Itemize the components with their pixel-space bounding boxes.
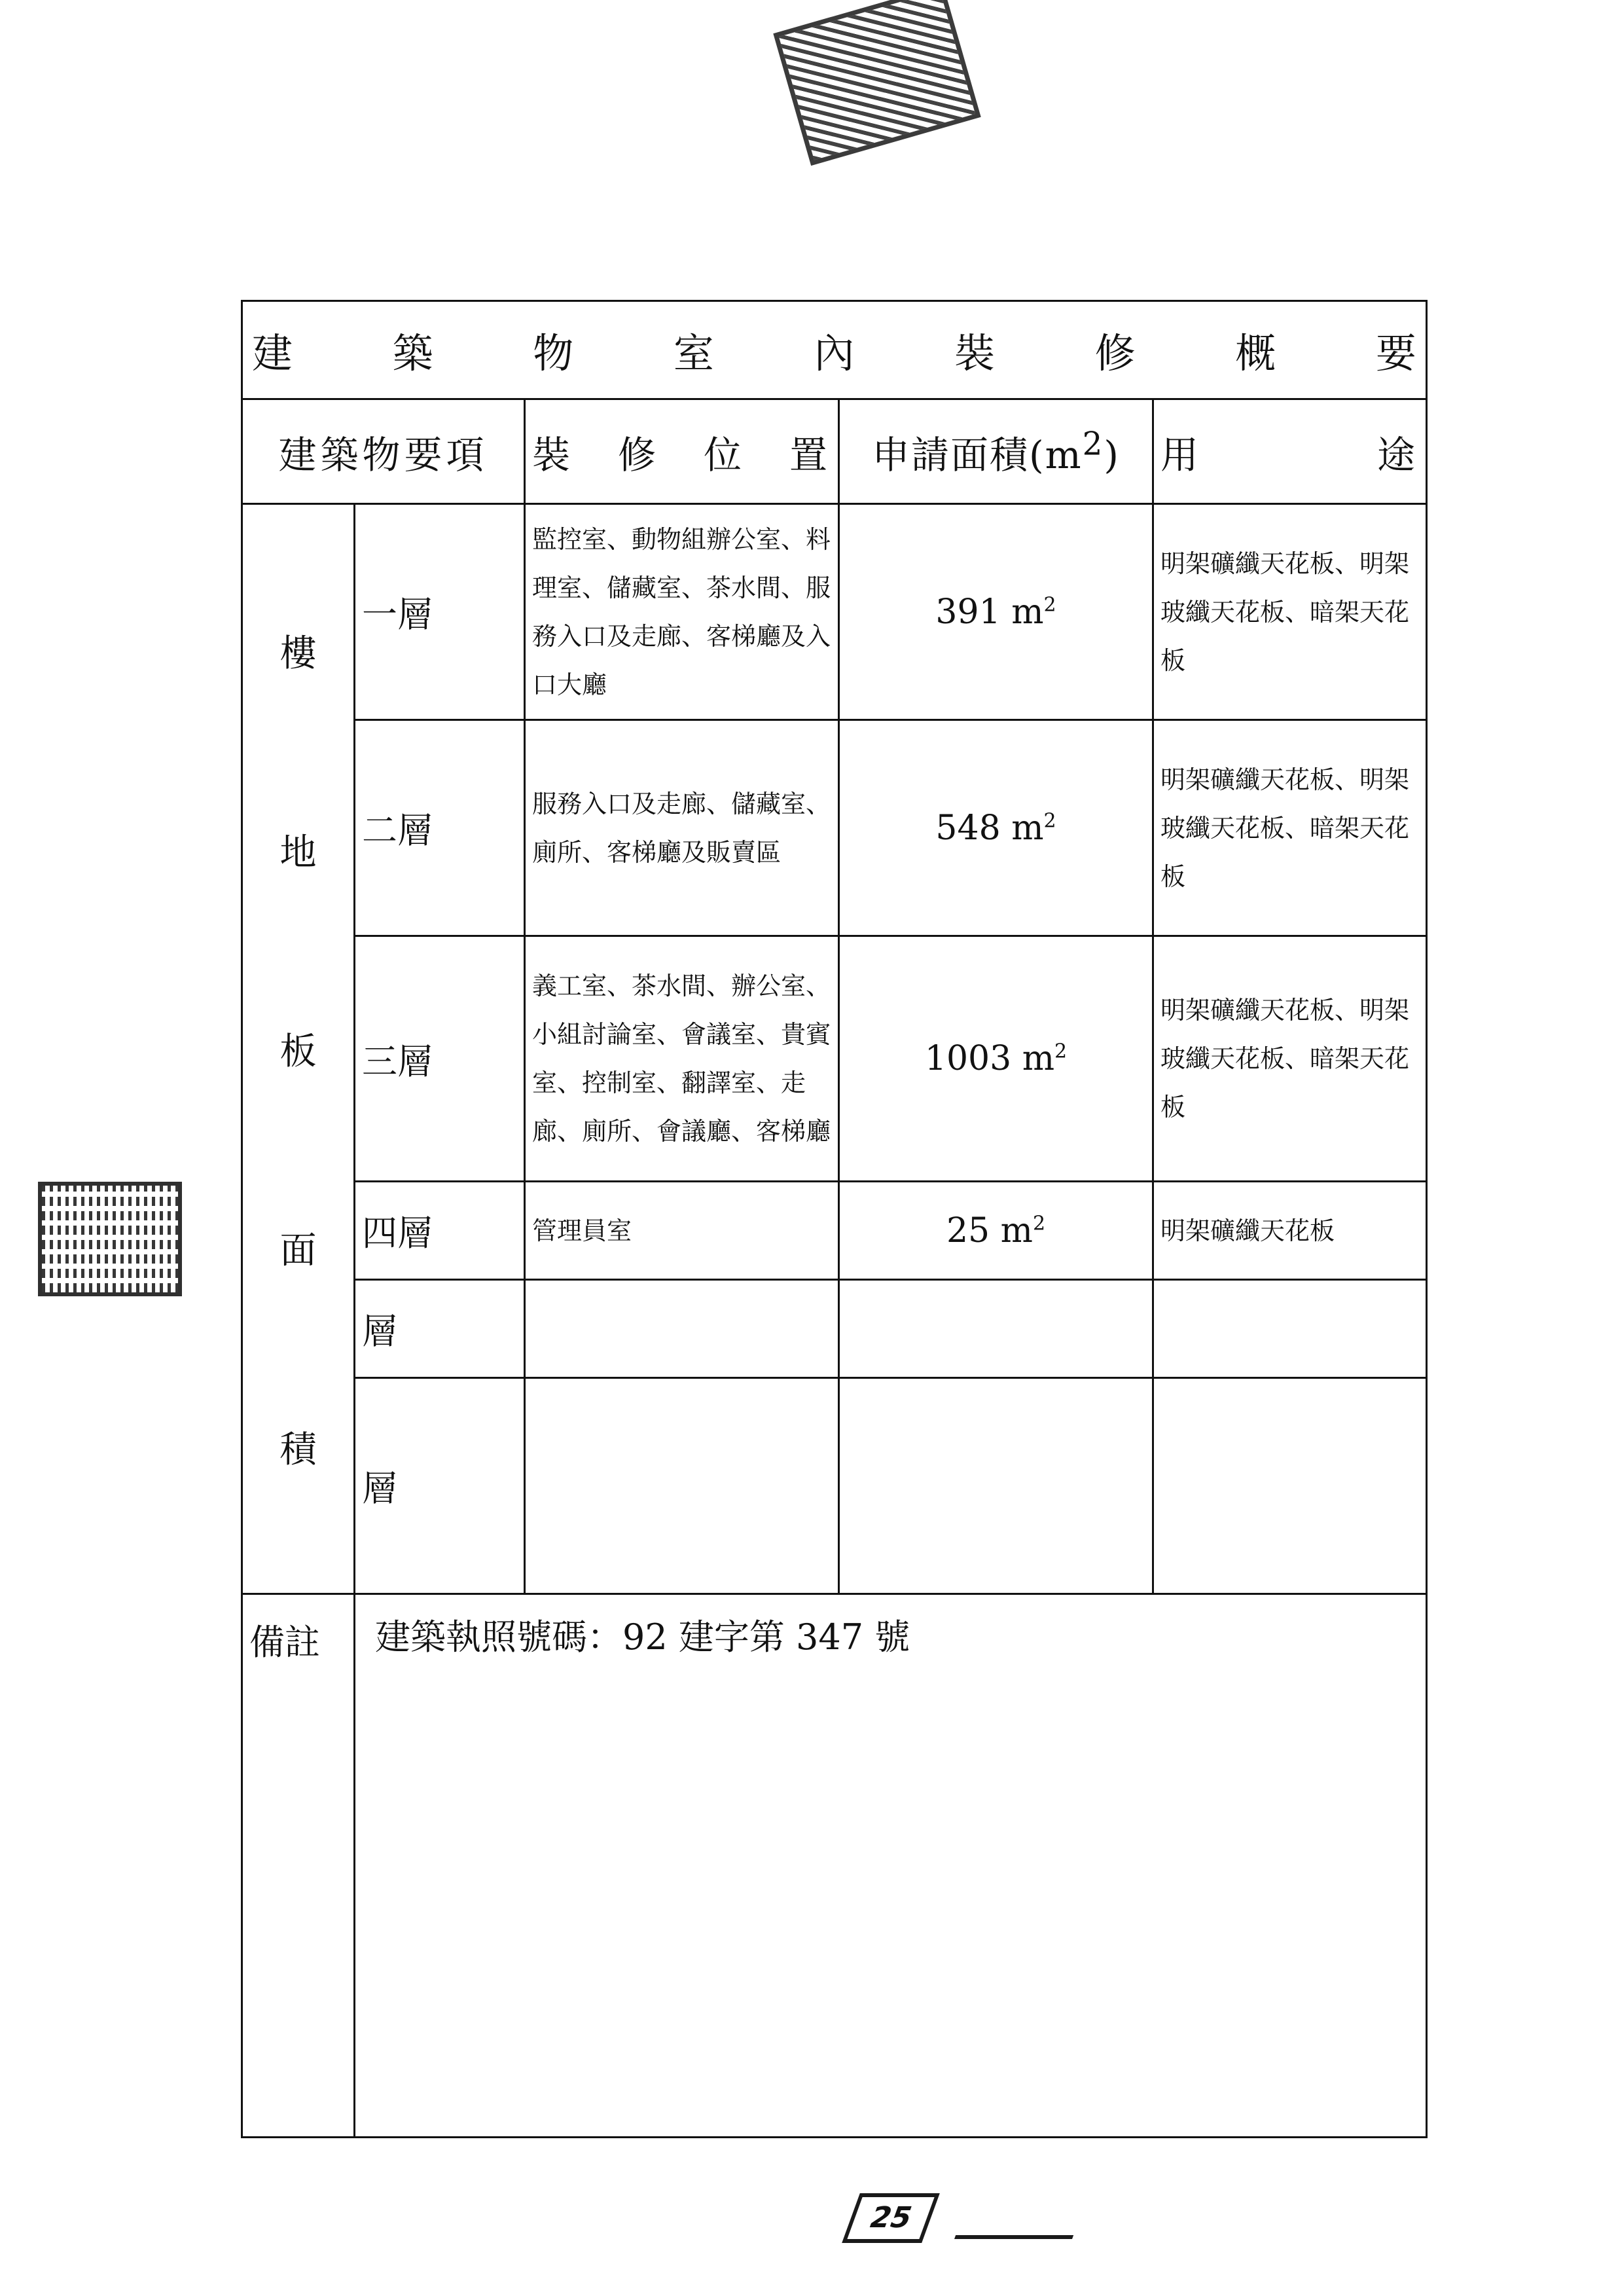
floor-label: 層 [355, 1378, 525, 1594]
renovation-location [525, 1378, 839, 1594]
renovation-location: 管理員室 [525, 1182, 839, 1280]
page-number: 25 [842, 2193, 940, 2243]
notes-text: 建築執照號碼：92 建字第 347 號 [355, 1594, 1427, 2138]
table-row [242, 936, 1427, 1182]
official-seal-stamp-top [773, 0, 980, 166]
usage-text: 明架礦纖天花板 [1153, 1182, 1427, 1280]
floor-label: 二層 [355, 720, 525, 936]
usage-text: 明架礦纖天花板、明架玻纖天花板、暗架天花板 [1153, 504, 1427, 720]
table-row [242, 1378, 1427, 1594]
usage-text [1153, 1378, 1427, 1594]
usage-text: 明架礦纖天花板、明架玻纖天花板、暗架天花板 [1153, 936, 1427, 1182]
floor-label: 層 [355, 1280, 525, 1378]
renovation-location: 監控室、動物組辦公室、料理室、儲藏室、茶水間、服務入口及走廊、客梯廳及入口大廳 [525, 504, 839, 720]
floor-label: 三層 [355, 936, 525, 1182]
renovation-location: 義工室、茶水間、辦公室、小組討論室、會議室、貴賓室、控制室、翻譯室、走廊、廁所、會議廳、客梯廳 [525, 936, 839, 1182]
table-title: 建 築 物 室 內 裝 修 概 要 [252, 329, 1416, 377]
notes-row [242, 1594, 1427, 2138]
floor-area-section-label: 樓 地 板 面 積 [242, 504, 355, 1594]
page-number-stamp [831, 2187, 1087, 2246]
area-value: 391 $m^2$ [839, 504, 1153, 720]
table-title-cell [242, 301, 1427, 399]
header-building-item: 建築物要項 [242, 399, 525, 504]
area-value [839, 1378, 1153, 1594]
header-area: 申請面積$(m^2)$ [839, 399, 1153, 504]
table-row [242, 1182, 1427, 1280]
table-row [242, 1280, 1427, 1378]
usage-text: 明架礦纖天花板、明架玻纖天花板、暗架天花板 [1153, 720, 1427, 936]
area-value: 548 $m^2$ [839, 720, 1153, 936]
header-location: 裝 修 位 置 [525, 399, 839, 504]
area-value: 1003 $m^2$ [839, 936, 1153, 1182]
renovation-location [525, 1280, 839, 1378]
floor-label: 一層 [355, 504, 525, 720]
area-value: 25 $m^2$ [839, 1182, 1153, 1280]
table-row [242, 720, 1427, 936]
usage-text [1153, 1280, 1427, 1378]
official-seal-stamp-side [38, 1182, 182, 1296]
area-value [839, 1280, 1153, 1378]
page-stamp-tail [954, 2196, 1088, 2239]
floor-label: 四層 [355, 1182, 525, 1280]
notes-label: 備註 [242, 1594, 355, 2138]
interior-renovation-summary-table [241, 300, 1428, 2138]
header-use: 用 途 [1153, 399, 1427, 504]
renovation-location: 服務入口及走廊、儲藏室、廁所、客梯廳及販賣區 [525, 720, 839, 936]
table-row [242, 504, 1427, 720]
